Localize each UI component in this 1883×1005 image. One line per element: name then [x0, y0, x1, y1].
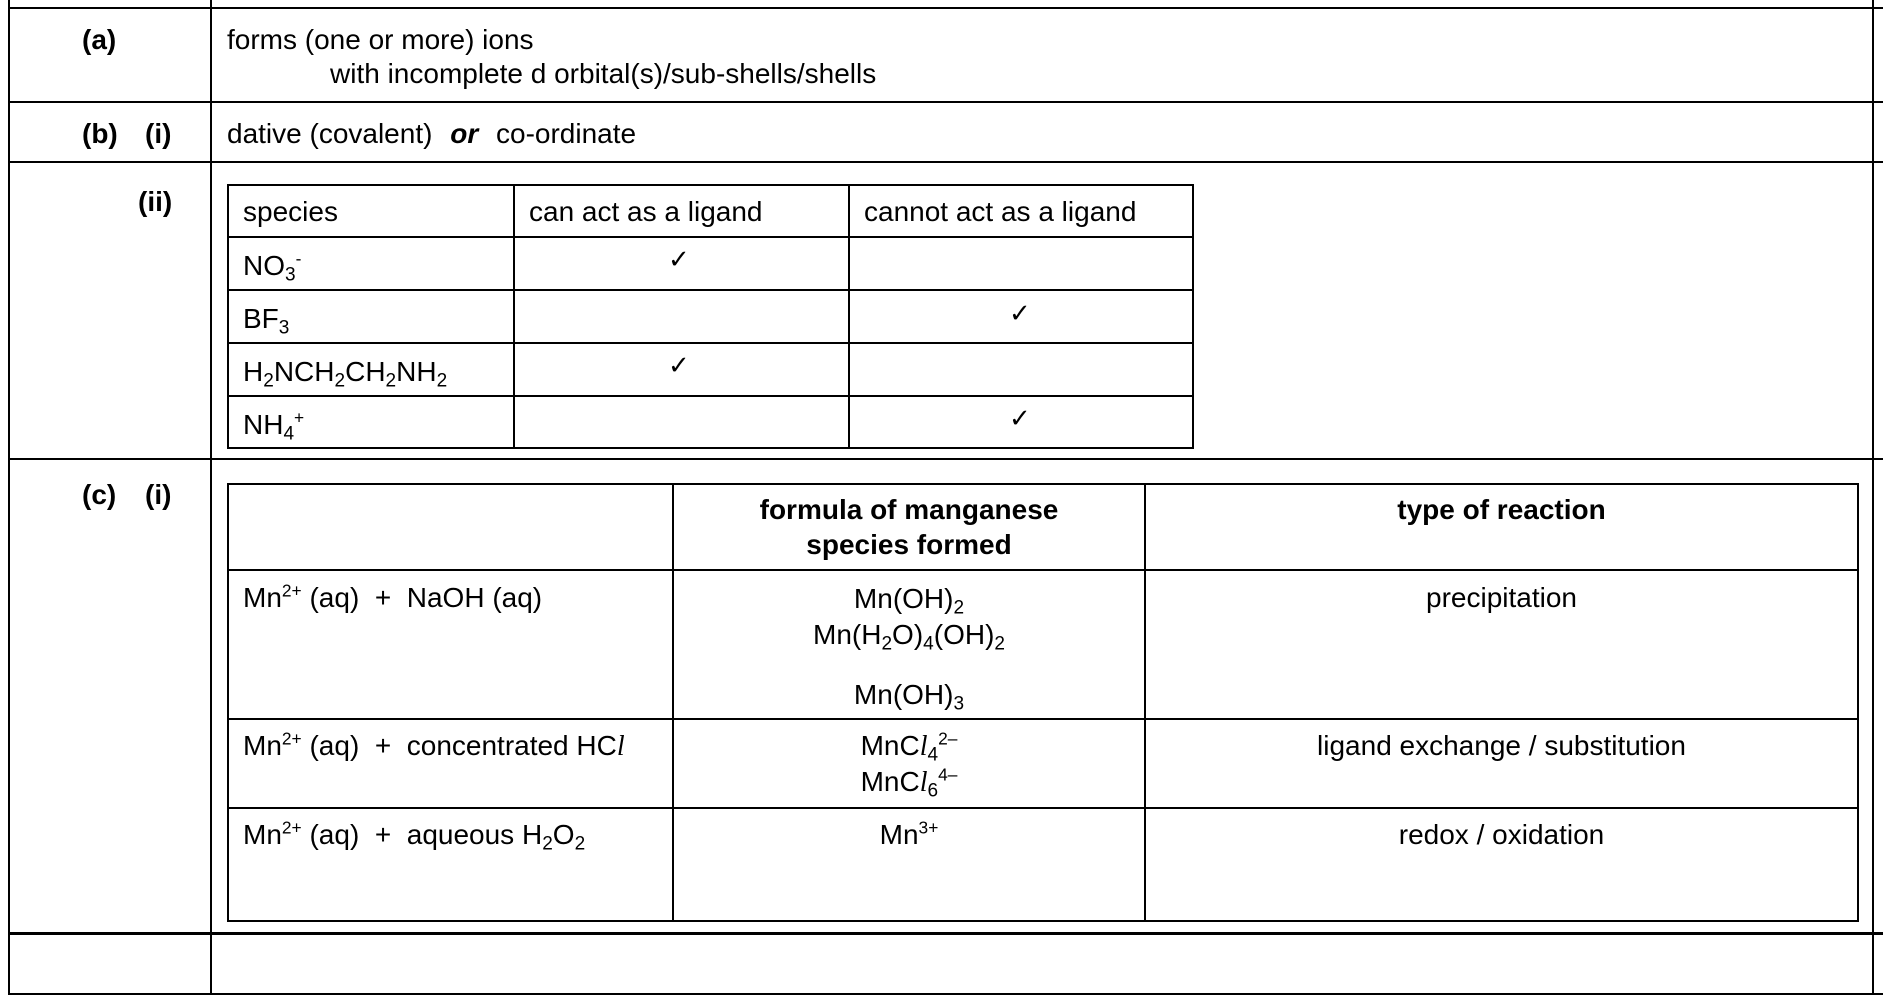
header-formula [674, 494, 1144, 561]
formula-italic-l: l [919, 731, 928, 762]
ligand-header-cannot: cannot act as a ligand [864, 196, 1137, 227]
formula-text: O) [892, 619, 924, 650]
species-charge: + [294, 407, 305, 428]
ligand-table-rule [227, 447, 1194, 449]
reagent-subscript: 2 [542, 833, 553, 855]
formula-text: Mn [879, 819, 919, 850]
outer-left-rule [8, 0, 10, 995]
row-divider-ci [8, 932, 1883, 935]
reagent-charge: 2+ [281, 580, 302, 601]
manganese-table-rule [227, 483, 1859, 485]
outer-right-rule [1872, 0, 1874, 995]
species-text: NH [243, 409, 284, 440]
reaction-1-reagents [243, 582, 542, 614]
label-b-i: (i) [145, 118, 172, 149]
formula-charge: 2– [938, 728, 958, 749]
header-type-of-reaction: type of reaction [1397, 494, 1606, 525]
formula-text: Mn(OH) [853, 583, 954, 614]
label-column-rule [210, 0, 212, 995]
reaction-1-formula-2 [674, 619, 1144, 655]
formula-text: (OH) [933, 619, 995, 650]
formula-subscript: 6 [927, 780, 939, 802]
species-text: NH [396, 356, 437, 387]
species-subscript: 3 [278, 317, 290, 339]
species-subscript: 3 [285, 264, 296, 286]
species-subscript: 2 [385, 370, 397, 392]
formula-text: Mn(OH) [853, 679, 954, 710]
tick-mark-icon: ✓ [1009, 299, 1031, 329]
manganese-table-rule [227, 920, 1859, 922]
species-subscript: 2 [263, 370, 274, 392]
ligand-table-rule [227, 184, 229, 449]
species-subscript: 2 [334, 370, 346, 392]
manganese-table-rule [1857, 483, 1859, 922]
header-formula-line1: formula of manganese [759, 494, 1059, 525]
ligand-header-can: can act as a ligand [529, 196, 763, 227]
manganese-table-rule [227, 483, 229, 922]
formula-subscript: 2 [881, 633, 893, 655]
formula-subscript: 2 [994, 633, 1005, 655]
tick-mark-icon: ✓ [668, 245, 690, 275]
formula-text: Mn(H [813, 619, 882, 650]
reaction-2-type: ligand exchange / substitution [1317, 730, 1686, 761]
label-c-i: (i) [145, 479, 172, 510]
formula-text: MnC [860, 766, 920, 797]
species-charge: - [295, 248, 302, 269]
outer-top-rule [8, 7, 1883, 9]
reagent-text: O [552, 819, 575, 850]
formula-charge: 4– [938, 764, 958, 785]
reagent-text: (aq) + aqueous H [301, 819, 543, 850]
reagent-text: (aq) + NaOH (aq) [301, 582, 543, 613]
header-formula-line2: species formed [806, 529, 1012, 560]
formula-text: MnC [860, 730, 920, 761]
answer-b-i-or: or [450, 118, 479, 149]
row-divider-bi [8, 161, 1883, 163]
formula-subscript: 3 [953, 693, 965, 715]
answer-a-line1: forms (one or more) ions [227, 24, 534, 55]
ligand-table-rule [227, 184, 1194, 186]
reaction-2-formula-1 [674, 728, 1144, 766]
species-bf3 [243, 303, 290, 339]
answer-a-line2: with incomplete d orbital(s)/sub-shells/shells [330, 58, 877, 89]
tick-mark-icon: ✓ [668, 351, 690, 381]
reaction-1-formula-3 [674, 679, 1144, 715]
reagent-charge: 2+ [281, 817, 302, 838]
reaction-1-formula-1 [674, 583, 1144, 619]
formula-subscript: 4 [927, 744, 939, 766]
formula-subscript: 4 [923, 633, 934, 655]
reagent-text: Mn [243, 730, 282, 761]
reaction-3-formula-1 [674, 819, 1144, 851]
label-b-ii: (ii) [138, 186, 173, 217]
row-divider-bii [8, 458, 1883, 460]
species-subscript: 4 [283, 423, 295, 445]
manganese-table-rule [227, 569, 1859, 571]
reaction-2-reagents [243, 730, 625, 763]
label-b: (b) [82, 118, 118, 149]
ligand-table-rule [227, 342, 1194, 344]
species-text: BF [243, 303, 279, 334]
ligand-table-rule [227, 289, 1194, 291]
ligand-table-rule [513, 184, 515, 449]
reagent-subscript: 2 [574, 833, 586, 855]
formula-italic-l: l [919, 767, 928, 798]
species-text: H [243, 356, 264, 387]
reagent-italic-l: l [616, 731, 625, 762]
answer-b-i-coordinate: co-ordinate [496, 118, 637, 149]
reagent-text: Mn [243, 582, 282, 613]
species-text: CH [345, 356, 386, 387]
reaction-2-formula-2 [674, 764, 1144, 802]
tick-mark-icon: ✓ [1009, 404, 1031, 434]
formula-subscript: 2 [953, 597, 965, 619]
row-divider-a [8, 101, 1883, 103]
species-no3 [243, 248, 302, 286]
reaction-3-reagents [243, 817, 586, 855]
reagent-charge: 2+ [281, 728, 302, 749]
reagent-text: Mn [243, 819, 282, 850]
ligand-header-species: species [243, 196, 338, 227]
species-text: NO [243, 250, 285, 281]
ligand-table-rule [227, 395, 1194, 397]
answer-b-i-dative: dative (covalent) [227, 118, 433, 149]
ligand-table-rule [848, 184, 850, 449]
ligand-table-rule [1192, 184, 1194, 449]
outer-bottom-rule [8, 993, 1883, 995]
species-subscript: 2 [436, 370, 448, 392]
ligand-table-rule [227, 236, 1194, 238]
formula-charge: 3+ [918, 817, 939, 838]
species-nh4 [243, 407, 305, 445]
reagent-text: (aq) + concentrated HC [301, 730, 617, 761]
manganese-table-rule [1144, 483, 1146, 922]
manganese-table-rule [227, 718, 1859, 720]
answer-b-i [227, 118, 636, 150]
species-ethylenediamine [243, 356, 448, 392]
label-a: (a) [82, 24, 117, 55]
reaction-1-type: precipitation [1426, 582, 1577, 613]
label-c: (c) [82, 479, 117, 510]
reaction-3-type: redox / oxidation [1398, 819, 1605, 850]
species-text: NCH [273, 356, 335, 387]
manganese-table-rule [227, 807, 1859, 809]
